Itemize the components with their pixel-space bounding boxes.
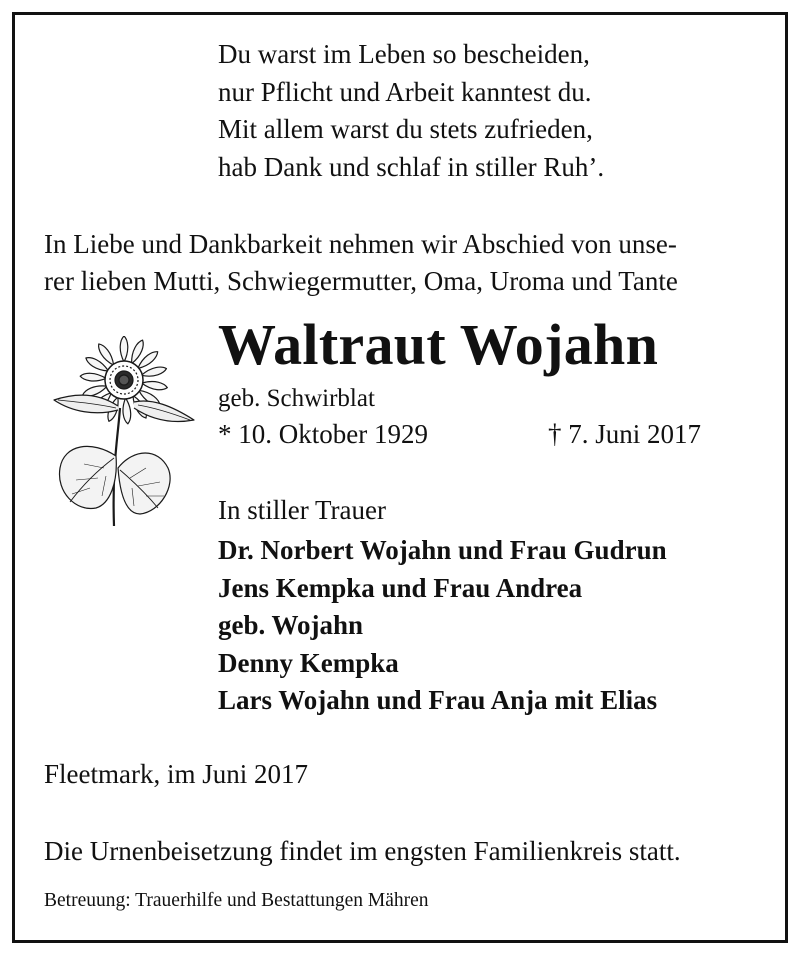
intro-line: rer lieben Mutti, Schwiegermutter, Oma, Uroma und Tante: [44, 266, 678, 296]
poem-line: nur Pflicht und Arbeit kanntest du.: [218, 76, 592, 107]
intro-line: In Liebe und Dankbarkeit nehmen wir Abschied von unse-: [44, 229, 677, 259]
mourner-line: Denny Kempka: [218, 647, 399, 678]
place-date: Fleetmark, im Juni 2017: [44, 759, 308, 789]
poem: [218, 36, 604, 186]
farewell-intro: [44, 226, 678, 300]
mourner-line: Dr. Norbert Wojahn und Frau Gudrun: [218, 535, 667, 565]
funeral-service-note: Betreuung: Trauerhilfe und Bestattungen Mähren: [44, 890, 429, 911]
birth-name: geb. Schwirblat: [218, 385, 375, 412]
mourner-line: Jens Kempka und Frau Andrea: [218, 572, 583, 603]
sunflower-icon: [48, 336, 198, 536]
deceased-name: Waltraut Wojahn: [218, 312, 659, 377]
death-date: † 7. Juni 2017: [548, 419, 702, 449]
poem-line: hab Dank und schlaf in stiller Ruh’.: [218, 151, 605, 182]
mourner-line: Lars Wojahn und Frau Anja mit Elias: [218, 685, 658, 716]
mourners-list: [218, 532, 667, 720]
poem-line: Du warst im Leben so bescheiden,: [218, 39, 590, 69]
mourning-intro: In stiller Trauer: [218, 495, 386, 525]
burial-note: Die Urnenbeisetzung findet im engsten Familienkreis statt.: [44, 836, 681, 866]
mourner-line: geb. Wojahn: [218, 610, 364, 641]
birth-date: * 10. Oktober 1929: [218, 419, 428, 449]
poem-line: Mit allem warst du stets zufrieden,: [218, 114, 593, 144]
